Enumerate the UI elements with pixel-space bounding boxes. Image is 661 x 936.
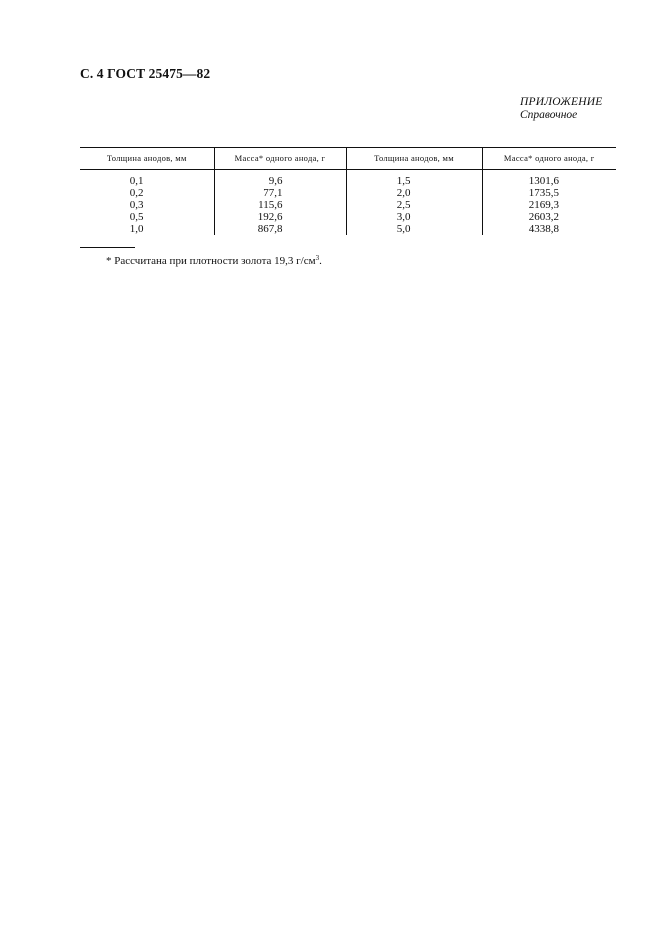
column-header-thickness: Толщина анодов, мм bbox=[80, 148, 214, 170]
table-cell: 5,0 bbox=[346, 223, 482, 235]
table-row bbox=[80, 199, 616, 211]
table-cell: 0,5 bbox=[129, 211, 144, 223]
table-cell: 2169,3 bbox=[482, 199, 616, 211]
anode-mass-table bbox=[80, 147, 616, 235]
table-row bbox=[80, 187, 616, 199]
table-row bbox=[80, 223, 616, 235]
footnote bbox=[106, 255, 322, 267]
anode-mass-table-container bbox=[80, 147, 616, 235]
column-header-mass-2: Масса* одного анода, г bbox=[482, 148, 616, 170]
table-cell: 1,5 bbox=[346, 170, 482, 188]
table-cell: 77,1 bbox=[214, 187, 346, 199]
table-cell: 9,6 bbox=[214, 170, 346, 188]
table-cell: 2,0 bbox=[346, 187, 482, 199]
table-cell: 2,5 bbox=[346, 199, 482, 211]
footnote-divider bbox=[80, 247, 135, 248]
column-header-thickness-2: Толщина анодов, мм bbox=[346, 148, 482, 170]
footnote-end: . bbox=[319, 255, 322, 267]
table-row bbox=[80, 211, 616, 223]
table-cell: 867,8 bbox=[214, 223, 346, 235]
table-cell: 2603,2 bbox=[482, 211, 616, 223]
table-cell: 1301,6 bbox=[482, 170, 616, 188]
table-cell: 1735,5 bbox=[482, 187, 616, 199]
table-cell: 0,1 bbox=[129, 175, 144, 187]
appendix-subtitle: Справочное bbox=[520, 109, 578, 121]
table-cell: 115,6 bbox=[214, 199, 346, 211]
table-cell: 192,6 bbox=[214, 211, 346, 223]
appendix-label bbox=[520, 96, 602, 122]
column-header-mass: Масса* одного анода, г bbox=[214, 148, 346, 170]
table-cell: 1,0 bbox=[129, 223, 144, 235]
table-header-row bbox=[80, 148, 616, 170]
footnote-text: * Рассчитана при плотности золота 19,3 г/см bbox=[106, 255, 316, 267]
table-row bbox=[80, 170, 616, 188]
table-cell: 3,0 bbox=[346, 211, 482, 223]
page-header: С. 4 ГОСТ 25475—82 bbox=[80, 66, 211, 81]
table-cell: 0,3 bbox=[129, 199, 144, 211]
footnote-superscript: 3 bbox=[315, 254, 320, 262]
table-cell: 4338,8 bbox=[482, 223, 616, 235]
appendix-title: ПРИЛОЖЕНИЕ bbox=[520, 96, 603, 108]
table-cell: 0,2 bbox=[129, 187, 144, 199]
